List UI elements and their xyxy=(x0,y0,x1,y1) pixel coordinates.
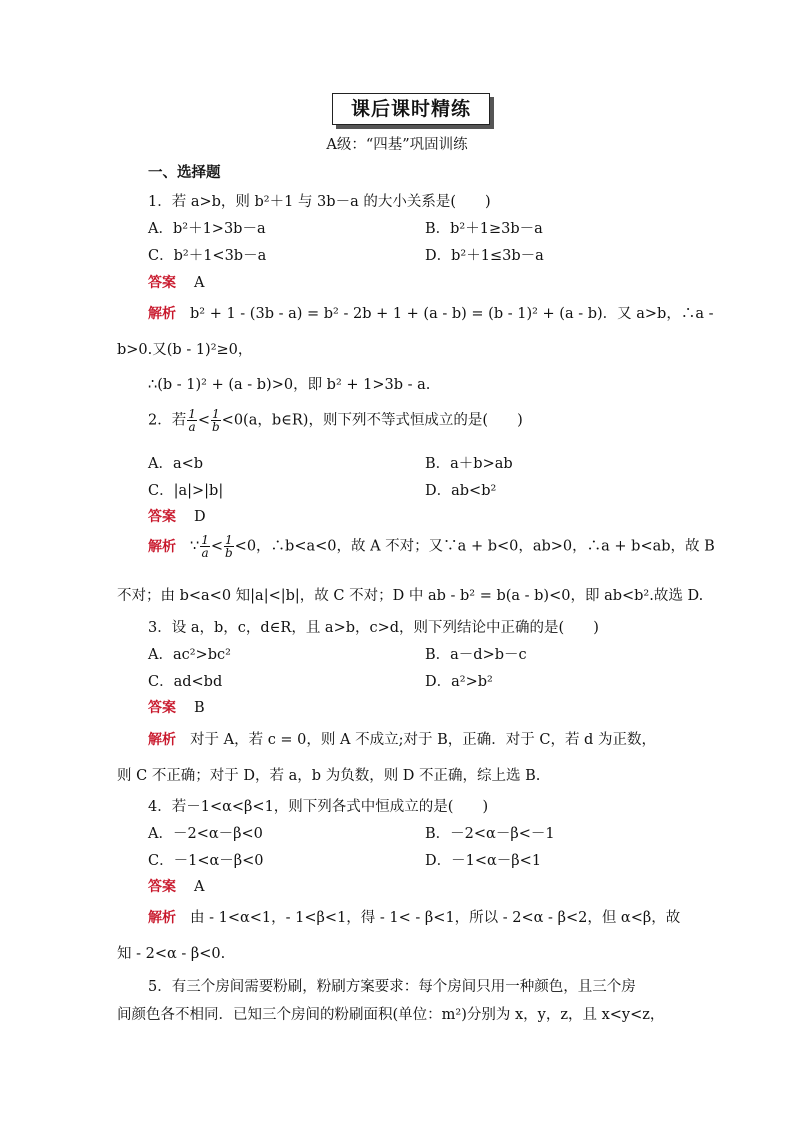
fraction-1-over-a: $\frac{1}{a}$ xyxy=(188,407,196,434)
q4-option-a: A．－2<α－β<0 xyxy=(148,826,263,842)
fraction-1-over-b: $\frac{1}{b}$ xyxy=(225,533,233,560)
q4-answer-value: A xyxy=(194,879,205,895)
q3-option-c: C．ad<bd xyxy=(148,674,223,690)
explanation-label: 解析 xyxy=(148,306,176,322)
q2-option-b: B．a＋b>ab xyxy=(425,456,513,472)
q2-option-a: A．a<b xyxy=(148,456,204,472)
q1-explanation-line-3: ∴(b - 1)² + (a - b)>0，即 b² + 1>3b - a. xyxy=(148,377,431,393)
q3-explanation-line-2: 则 C 不正确；对于 D，若 a，b 为负数，则 D 不正确，综上选 B. xyxy=(117,768,541,784)
q4-answer: 答案 A xyxy=(148,879,205,895)
q2-answer-value: D xyxy=(194,509,206,525)
q2-option-d: D．ab<b² xyxy=(425,483,497,499)
fraction-1-over-a: $\frac{1}{a}$ xyxy=(201,533,209,560)
q3-option-b: B．a－d>b－c xyxy=(425,647,527,663)
q1-option-a: A．b²＋1>3b－a xyxy=(148,221,266,237)
q2-explanation-line-2: 不对；由 b<a<0 知|a|<|b|，故 C 不对；D 中 ab - b² = b(a - b)<0，即 ab<b².故选 D. xyxy=(117,588,704,604)
q4-option-b: B．－2<α－β<－1 xyxy=(425,826,555,842)
q2-answer: 答案 D xyxy=(148,509,206,525)
question-5-stem-line-2: 间颜色各不相同．已知三个房间的粉刷面积(单位：m²)分别为 x，y，z，且 x<y<z， xyxy=(117,1007,665,1023)
fraction-1-over-b: $\frac{1}{b}$ xyxy=(212,407,220,434)
section-heading: 一、选择题 xyxy=(148,164,221,181)
q4-option-d: D．－1<α－β<1 xyxy=(425,853,542,869)
question-5-stem-line-1: 5．有三个房间需要粉刷，粉刷方案要求：每个房间只用一种颜色，且三个房 xyxy=(148,979,636,995)
q2-explanation-line-1: 解析 ∵ $\frac{1}{a}$ < $\frac{1}{b}$ <0，∴b<a<0，故 A 不对；又∵a + b<0，ab>0，∴a + b<ab，故 B xyxy=(148,533,715,560)
page-title: 课后课时精练 xyxy=(332,93,490,125)
q3-option-d: D．a²>b² xyxy=(425,674,493,690)
level-subtitle: A级：“四基”巩固训练 xyxy=(326,137,468,153)
q1-explanation-text: b² + 1 - (3b - a) = b² - 2b + 1 + (a - b) = (b - 1)² + (a - b)．又 a>b，∴a - xyxy=(190,306,714,322)
answer-label: 答案 xyxy=(148,275,176,291)
question-1-stem: 1．若 a>b，则 b²＋1 与 3b－a 的大小关系是( ) xyxy=(148,194,491,210)
q1-answer-value: A xyxy=(194,275,205,291)
q1-option-b: B．b²＋1≥3b－a xyxy=(425,221,543,237)
q4-option-c: C．－1<α－β<0 xyxy=(148,853,264,869)
q1-explanation-line-1 xyxy=(148,302,713,323)
q3-explanation-line-1: 解析 对于 A，若 c = 0，则 A 不成立;对于 B，正确．对于 C，若 d 为正数， xyxy=(148,732,656,748)
q4-explanation-line-1: 解析 由 - 1<α<1，- 1<β<1，得 - 1< - β<1，所以 - 2<α - β<2，但 α<β，故 xyxy=(148,910,681,926)
question-4-stem: 4．若－1<α<β<1，则下列各式中恒成立的是( ) xyxy=(148,799,489,815)
q3-option-a: A．ac²>bc² xyxy=(148,647,231,663)
q4-explanation-line-2: 知 - 2<α - β<0. xyxy=(117,946,226,962)
q3-answer: 答案 B xyxy=(148,700,205,716)
q2-option-c: C．|a|>|b| xyxy=(148,483,224,499)
question-3-stem: 3．设 a，b，c，d∈R，且 a>b，c>d，则下列结论中正确的是( ) xyxy=(148,620,599,636)
question-2-stem: 2．若 $\frac{1}{a}$ < $\frac{1}{b}$ <0(a，b∈R)，则下列不等式恒成立的是( ) xyxy=(148,407,523,434)
q1-option-d: D．b²＋1≤3b－a xyxy=(425,248,544,264)
q1-answer xyxy=(148,272,204,292)
q3-answer-value: B xyxy=(194,700,205,716)
q1-explanation-line-2: b>0.又(b - 1)²≥0， xyxy=(117,342,253,358)
q1-option-c: C．b²＋1<3b－a xyxy=(148,248,267,264)
